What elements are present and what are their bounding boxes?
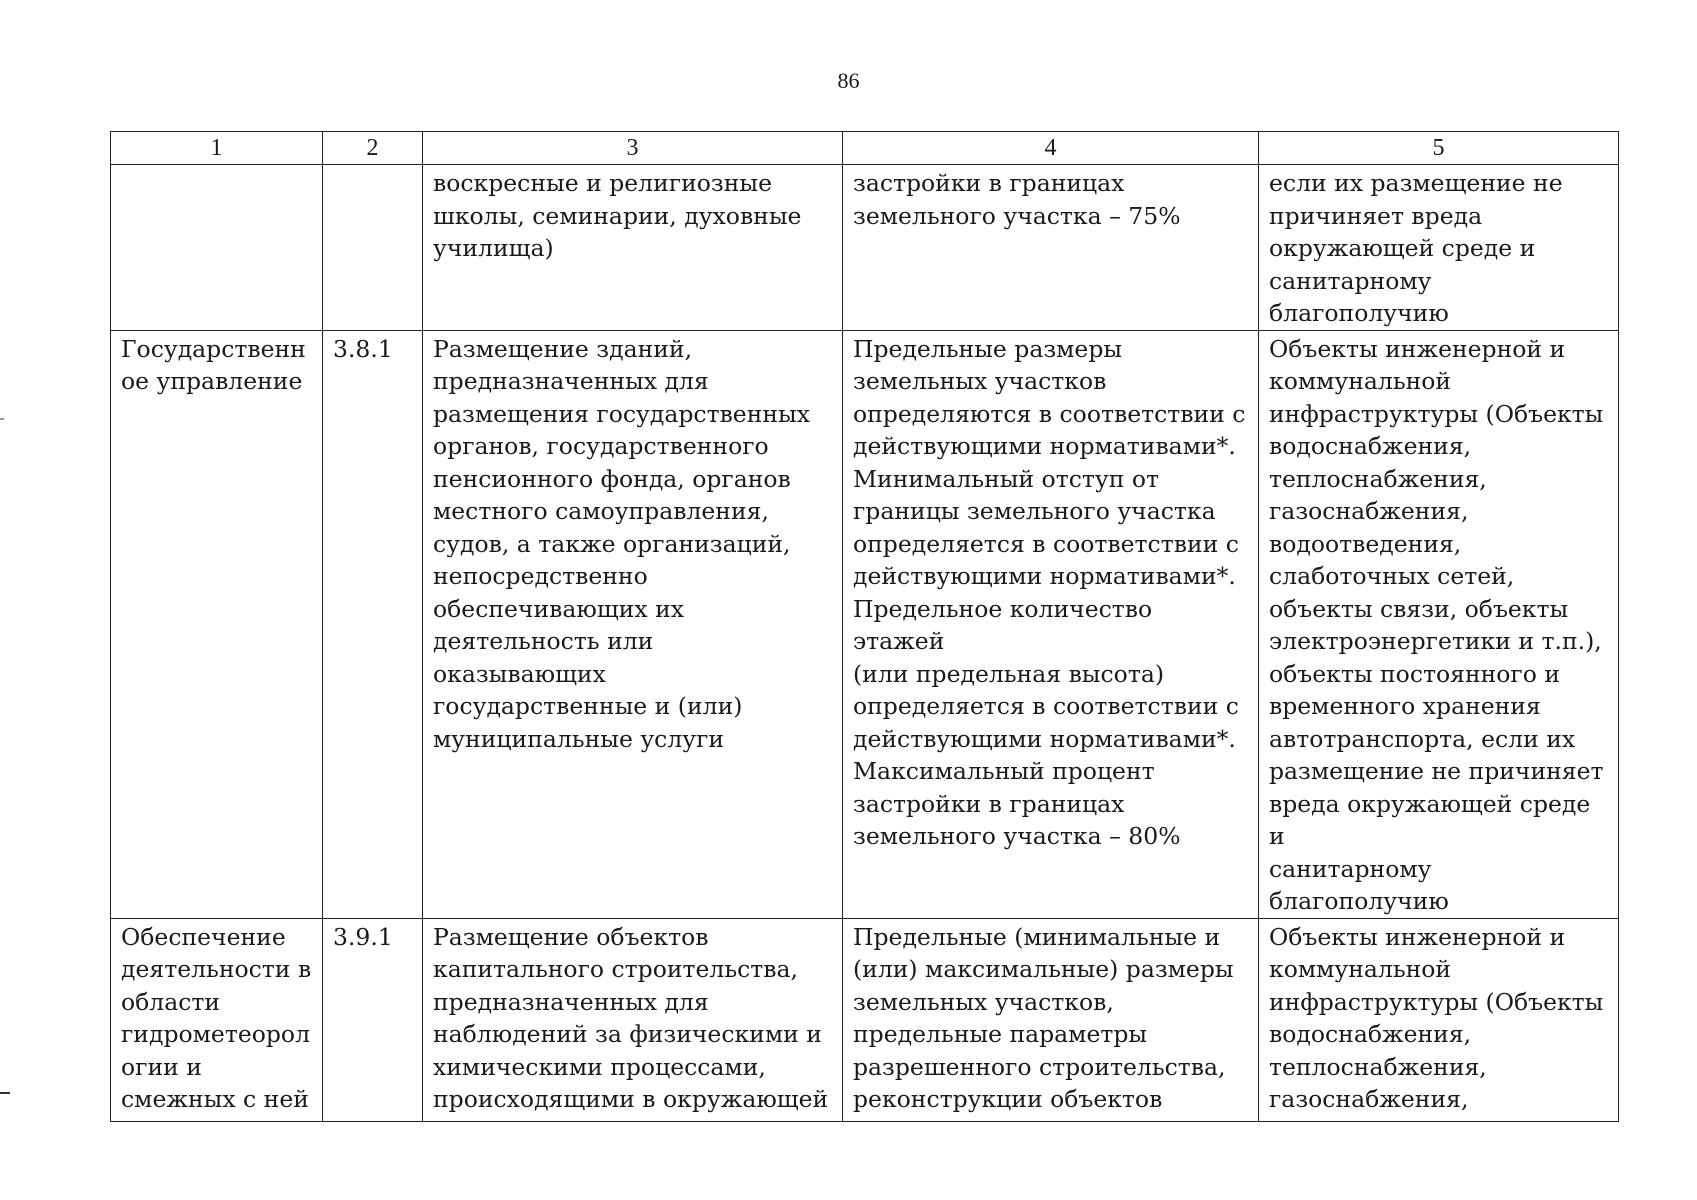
- auxiliary-uses: если их размещение не причиняет вреда окружающей среде и санитарному благополучию: [1269, 169, 1563, 327]
- use-name: Государственн ое управление: [121, 334, 306, 395]
- use-parameters-cell: [843, 330, 1259, 918]
- page-number: 86: [837, 68, 860, 93]
- auxiliary-uses-cell: [1259, 330, 1619, 918]
- use-description-cell: [423, 165, 843, 331]
- use-description-cell: [423, 918, 843, 1121]
- use-name-cell: [111, 918, 323, 1121]
- use-code: 3.8.1: [333, 334, 393, 363]
- use-description: воскресные и религиозные школы, семинарии, духовные училища): [433, 169, 802, 262]
- use-parameters-cell: [843, 918, 1259, 1121]
- column-header-2: 2: [323, 132, 423, 165]
- use-parameters-cell: [843, 165, 1259, 331]
- column-header-4: 4: [843, 132, 1259, 165]
- column-header-1: 1: [111, 132, 323, 165]
- use-parameters: Предельные (минимальные и (или) максимальные) размеры земельных участков, предельные параметры разрешенного строительства, реконструкции объектов: [853, 922, 1234, 1113]
- auxiliary-uses: Объекты инженерной и коммунальной инфраструктуры (Объекты водоснабжения, теплоснабжения, газоснабжения,: [1269, 922, 1604, 1113]
- use-code: 3.9.1: [333, 922, 393, 951]
- scan-edge-mark: [0, 418, 4, 420]
- use-name: Обеспечение деятельности в области гидрометеорол огии и смежных с ней: [121, 922, 312, 1113]
- scan-edge-mark: [0, 1092, 10, 1094]
- use-parameters: застройки в границах земельного участка – 75%: [853, 169, 1181, 230]
- table-row: [111, 165, 1619, 331]
- use-code-cell: [323, 165, 423, 331]
- table-header-row: [111, 132, 1619, 165]
- permitted-use-table: [110, 131, 1619, 1122]
- use-description-cell: [423, 330, 843, 918]
- use-parameters: Предельные размеры земельных участков определяются в соответствии с действующими нормативами*. Минимальный отступ от границы земельного участка определяется в соответствии с действующими нормативами*. Предельное количество этажей (или предельная высота) определяется в соответствии с действующими нормативами*. Максимальный процент застройки в границах земельного участка – 80%: [853, 334, 1246, 850]
- use-code-cell: [323, 330, 423, 918]
- column-header-3: 3: [423, 132, 843, 165]
- use-description: Размещение объектов капитального строительства, предназначенных для наблюдений за физическими и химическими процессами, происходящими в окружающей: [433, 922, 829, 1113]
- auxiliary-uses-cell: [1259, 165, 1619, 331]
- column-header-5: 5: [1259, 132, 1619, 165]
- auxiliary-uses: Объекты инженерной и коммунальной инфраструктуры (Объекты водоснабжения, теплоснабжения, газоснабжения, водоотведения, слаботочных сетей, объекты связи, объекты электроэнергетики и т.п.), объекты постоянного и временного хранения автотранспорта, если их размещение не причиняет вреда окружающей среде и санитарному благополучию: [1269, 334, 1604, 915]
- use-description: Размещение зданий, предназначенных для размещения государственных органов, государственного пенсионного фонда, органов местного самоуправления, судов, а также организаций, непосредственно обеспечивающих их деятельность или оказывающих государственные и (или) муниципальные услуги: [433, 334, 810, 753]
- use-name-cell: [111, 330, 323, 918]
- table-row: [111, 918, 1619, 1121]
- auxiliary-uses-cell: [1259, 918, 1619, 1121]
- use-name-cell: [111, 165, 323, 331]
- table-row: [111, 330, 1619, 918]
- use-code-cell: [323, 918, 423, 1121]
